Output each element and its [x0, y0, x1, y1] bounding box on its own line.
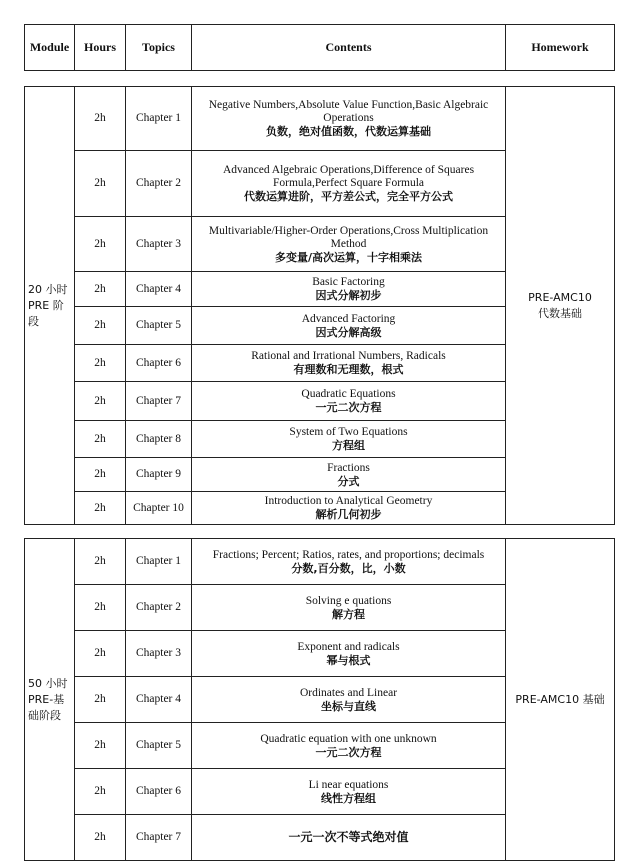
hours-cell: 2h	[75, 458, 126, 492]
contents-cn: 因式分解高级	[315, 325, 382, 339]
hours-cell: 2h	[75, 307, 126, 345]
contents-en: Basic Factoring	[312, 276, 385, 288]
topic-cell: Chapter 4	[126, 677, 192, 723]
header-homework: Homework	[506, 25, 615, 71]
hours-cell: 2h	[75, 815, 126, 861]
contents-en: Advanced Factoring	[301, 312, 396, 325]
hours-cell: 2h	[75, 421, 126, 458]
contents-cn: 一元二次方程	[315, 401, 382, 414]
hours-cell: 2h	[75, 217, 126, 272]
contents-cell	[192, 272, 506, 307]
topic-cell: Chapter 2	[126, 585, 192, 631]
contents-en: Quadratic equation with one unknown	[260, 732, 437, 745]
topic-cell: Chapter 10	[126, 492, 192, 525]
contents-cell	[192, 769, 506, 815]
hours-cell: 2h	[75, 769, 126, 815]
header-table	[24, 24, 615, 71]
topic-cell: Chapter 4	[126, 272, 192, 307]
contents-en: Rational and Irrational Numbers, Radicals	[251, 350, 446, 362]
contents-en: Exponent and radicals	[297, 640, 400, 653]
header-hours: Hours	[75, 25, 126, 71]
topic-cell: Chapter 6	[126, 769, 192, 815]
topic-cell: Chapter 8	[126, 421, 192, 458]
contents-en: Introduction to Analytical Geometry	[264, 495, 433, 507]
contents-cn: 代数运算进阶，平方差公式，完全平方公式	[244, 190, 453, 203]
contents-en: Quadratic Equations	[301, 388, 396, 400]
contents-en: Fractions	[327, 461, 370, 474]
contents-cell	[192, 723, 506, 769]
contents-cell	[192, 539, 506, 585]
hours-cell: 2h	[75, 345, 126, 382]
contents-cn: 解方程	[332, 607, 365, 621]
topic-cell: Chapter 2	[126, 151, 192, 217]
hours-cell: 2h	[75, 585, 126, 631]
contents-cell	[192, 492, 506, 525]
topic-cell: Chapter 7	[126, 815, 192, 861]
contents-cell	[192, 87, 506, 151]
topic-cell: Chapter 6	[126, 345, 192, 382]
contents-cn: 幂与根式	[326, 653, 371, 667]
contents-cn: 分式	[337, 474, 360, 488]
topic-cell: Chapter 3	[126, 217, 192, 272]
contents-cell	[192, 307, 506, 345]
homework-en: PRE-AMC10	[528, 290, 592, 304]
hours-cell: 2h	[75, 87, 126, 151]
contents-cn: 解析几何初步	[315, 508, 382, 521]
hours-cell: 2h	[75, 272, 126, 307]
hours-cell: 2h	[75, 539, 126, 585]
homework-cn: 代数基础	[538, 306, 582, 320]
contents-en: Ordinates and Linear	[299, 686, 398, 699]
table-row	[25, 87, 615, 151]
header-contents: Contents	[192, 25, 506, 71]
hours-cell: 2h	[75, 492, 126, 525]
table-row	[25, 539, 615, 585]
topic-cell: Chapter 7	[126, 382, 192, 421]
topic-cell: Chapter 1	[126, 539, 192, 585]
contents-cn: 一元一次不等式绝对值	[288, 830, 409, 844]
contents-cell	[192, 631, 506, 677]
module-label: 20 小时 PRE 阶段	[25, 87, 75, 525]
hours-cell: 2h	[75, 677, 126, 723]
contents-cn: 方程组	[332, 439, 365, 452]
contents-cn: 因式分解初步	[315, 289, 382, 302]
contents-cell	[192, 458, 506, 492]
topic-cell: Chapter 9	[126, 458, 192, 492]
contents-cell	[192, 151, 506, 217]
hours-cell: 2h	[75, 382, 126, 421]
contents-cn: 一元二次方程	[315, 745, 382, 759]
hours-cell: 2h	[75, 723, 126, 769]
topic-cell: Chapter 5	[126, 723, 192, 769]
contents-cn: 多变量/高次运算，十字相乘法	[274, 250, 423, 264]
contents-en: System of Two Equations	[289, 426, 408, 438]
topic-cell: Chapter 3	[126, 631, 192, 677]
topic-cell: Chapter 5	[126, 307, 192, 345]
contents-en: Advanced Algebraic Operations,Difference of Squares Formula,Perfect Square Formula	[222, 164, 475, 189]
contents-cell	[192, 382, 506, 421]
hours-cell: 2h	[75, 631, 126, 677]
contents-cell	[192, 421, 506, 458]
contents-cell	[192, 345, 506, 382]
contents-cell	[192, 217, 506, 272]
topic-cell: Chapter 1	[126, 87, 192, 151]
contents-en: Negative Numbers,Absolute Value Function,Basic Algebraic Operations	[208, 99, 489, 124]
homework-cell	[506, 87, 615, 525]
contents-cell	[192, 677, 506, 723]
header-module: Module	[25, 25, 75, 71]
contents-cn: 线性方程组	[321, 791, 376, 805]
contents-en: Multivariable/Higher-Order Operations,Cross Multiplication Method	[208, 224, 489, 250]
section-50h-table	[24, 538, 615, 861]
homework-cell: PRE-AMC10 基础	[506, 539, 615, 861]
contents-cn: 负数，绝对值函数，代数运算基础	[266, 125, 431, 138]
contents-cell	[192, 815, 506, 861]
contents-cell	[192, 585, 506, 631]
contents-en: Fractions; Percent; Ratios, rates, and proportions; decimals	[212, 548, 485, 561]
module-label: 50 小时 PRE-基础阶段	[25, 539, 75, 861]
hours-cell: 2h	[75, 151, 126, 217]
header-topics: Topics	[126, 25, 192, 71]
contents-en: Solving e quations	[305, 594, 392, 607]
contents-cn: 有理数和无理数，根式	[293, 363, 404, 376]
contents-cn: 坐标与直线	[321, 699, 376, 713]
contents-cn: 分数,百分数，比，小数	[291, 561, 406, 575]
contents-en: Li near equations	[308, 778, 389, 791]
section-20h-table	[24, 86, 615, 525]
